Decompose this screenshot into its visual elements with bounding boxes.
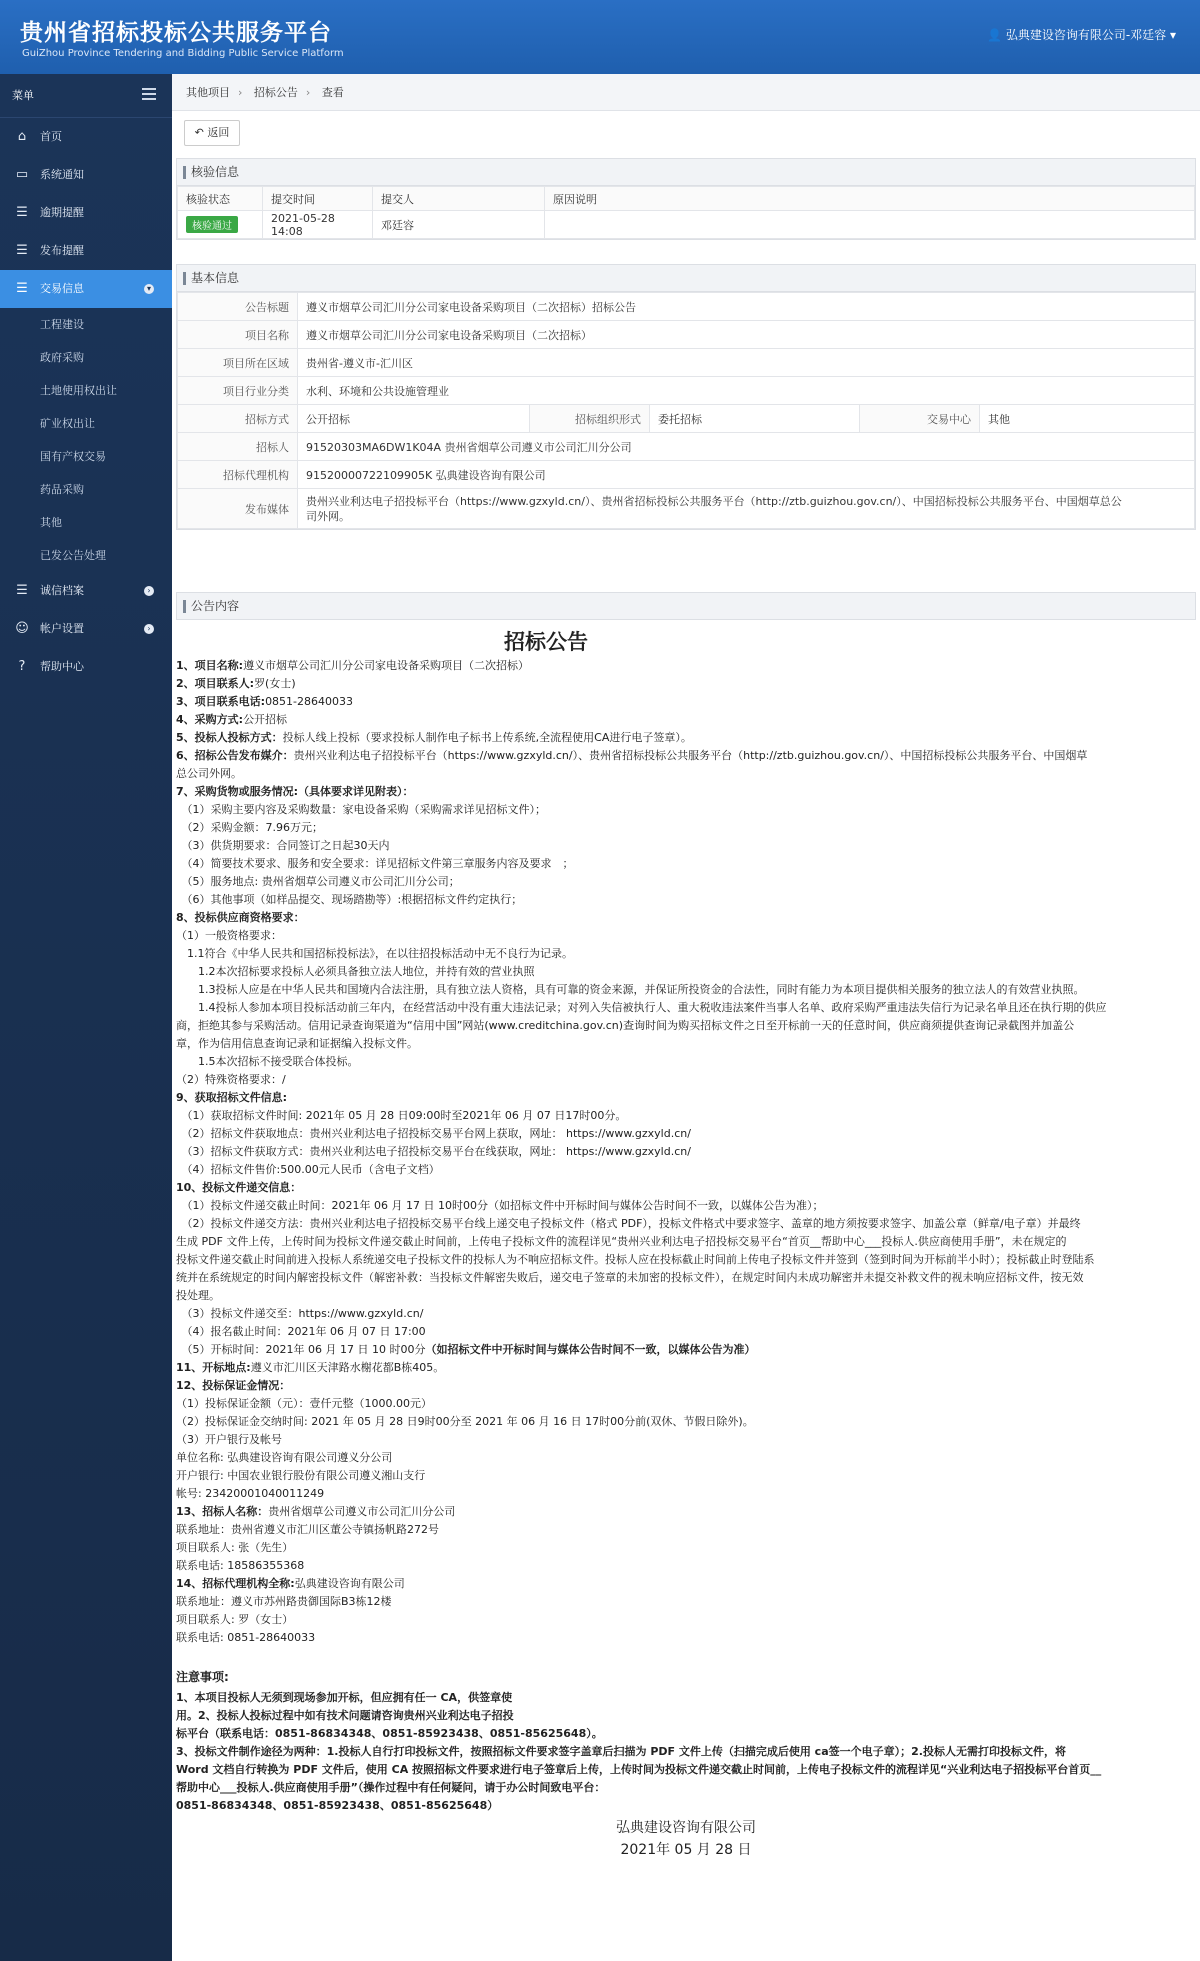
line-label: （如招标文件中开标时间与媒体公告时间不一致，以媒体公告为准） [425,1343,756,1356]
home-icon: ⌂ [17,129,27,144]
line-text: （3）投标文件递交至：https://www.gzxyld.cn/ [176,1307,424,1320]
line-label: 9、获取招标文件信息: [176,1091,288,1104]
announcement-line [176,891,1196,909]
line-text: 贵州兴业利达电子招投标平台（https://www.gzxyld.cn/）、贵州省招标投标公共服务平台（http://ztb.guizhou.gov.cn/）、中国招标投标公共服务平台、中国烟草 [293,749,1088,762]
site-title: 贵州省招标投标公共服务平台 [20,19,332,46]
line-text: 项目联系人: 罗（女士） [176,1613,294,1626]
announcement-line [176,1359,1196,1377]
announcement-body [176,619,1196,1861]
back-icon: ↶ [194,126,208,139]
line-text: 贵州省烟草公司遵义市公司汇川分公司 [268,1505,456,1518]
announcement-line [176,909,1196,927]
line-text: （1）获取招标文件时间: 2021年 05 月 28 日09:00时至2021年 06 月 07 日17时00分。 [176,1109,627,1122]
announcement-line [176,1503,1196,1521]
line-text: （2）招标文件获取地点：贵州兴业利达电子招投标交易平台网上获取，网址： https://www.gzxyld.cn/ [176,1127,691,1140]
field-value: 贵州省-遵义市-汇川区 [298,349,1195,377]
announcement-line [176,1107,1196,1125]
line-label: 1、项目名称: [176,659,244,672]
announcement-line [176,1323,1196,1341]
line-label: 12、投标保证金情况： [176,1379,291,1392]
line-text: （4）简要技术要求、服务和安全要求：详见招标文件第三章服务内容及要求 ； [176,857,574,870]
col-header: 核验状态 [178,187,263,211]
line-text: 开户银行: 中国农业银行股份有限公司遵义湘山支行 [176,1469,426,1482]
line-label: 10、投标文件递交信息： [176,1181,302,1194]
line-label: 5、投标人投标方式： [176,731,283,744]
line-text: 联系电话: 0851-28640033 [176,1631,316,1644]
line-text: 投标人线上投标（要求投标人制作电子标书上传系统,全流程使用CA进行电子签章）。 [282,731,692,744]
line-label: 14、招标代理机构全称: [176,1577,295,1590]
sidebar-item-label: 帐户设置 [40,622,84,635]
sidebar-subitem[interactable]: 工程建设 [40,318,84,331]
line-text: 联系电话: 18586355368 [176,1559,305,1572]
menu-header [0,74,172,118]
announcement-line [176,1233,1196,1251]
field-label: 招标人 [178,433,298,461]
line-label: 4、采购方式: [176,713,244,726]
sidebar-subitem[interactable]: 国有产权交易 [40,450,106,463]
announcement-line [176,801,1196,819]
panel-title: 核验信息 [177,159,1195,186]
field-label: 招标代理机构 [178,461,298,489]
announcement-line [176,819,1196,837]
user-icon: ☺ [15,621,29,636]
announcement-line [176,1557,1196,1575]
announcement-line [176,1215,1196,1233]
list-icon: ☰ [16,205,28,220]
main-area [172,74,1200,1961]
line-text: 1.4投标人参加本项目投标活动前三年内，在经营活动中没有重大违法记录；对列入失信被执行人、重大税收违法案件当事人名单、政府采购严重违法失信行为记录名单且还在执行期的供应 [176,1001,1107,1014]
field-label: 项目所在区域 [178,349,298,377]
announcement-line [176,1287,1196,1305]
line-text: 弘典建设咨询有限公司 [294,1577,405,1590]
announcement-line [176,729,1196,747]
line-text: 商，拒绝其参与采购活动。信用记录查询渠道为“信用中国”网站(www.creditchina.gov.cn)查询时间为购买招标文件之日至开标前一天的任意时间，供应商须提供查询记录截图并加盖公 [176,1019,1075,1032]
announcement-heading: 招标公告 [504,630,588,654]
line-text: 1.2本次招标要求投标人必须具备独立法人地位，并持有效的营业执照 [176,965,535,978]
announcement-line [176,1431,1196,1449]
announcement-line [176,765,1196,783]
sidebar-item[interactable] [0,572,172,610]
check-info-panel [176,158,1196,240]
announcement-line [176,1377,1196,1395]
line-text: （1）一般资格要求： [176,929,282,942]
breadcrumb-item[interactable]: 招标公告 [253,86,298,99]
field-value: 水利、环境和公共设施管理业 [298,377,1195,405]
line-text: 1.1符合《中华人民共和国招标投标法》，在以往招投标活动中无不良行为记录。 [176,947,573,960]
announcement-line [176,1269,1196,1287]
sidebar-subitem[interactable]: 已发公告处理 [40,549,106,562]
announcement-line [176,1395,1196,1413]
announcement-line [176,1179,1196,1197]
announcement-line [176,1449,1196,1467]
sidebar-item-label: 交易信息 [40,282,84,295]
sidebar-item[interactable] [0,156,172,194]
col-header: 原因说明 [545,187,1195,211]
line-text: （5）开标时间：2021年 06 月 17 日 10 时00分 [176,1343,426,1356]
announcement-line [176,1539,1196,1557]
user-menu[interactable] [987,26,1176,43]
back-label: 返回 [207,126,230,139]
field-label: 项目行业分类 [178,377,298,405]
sidebar-subitem[interactable]: 药品采购 [40,483,84,496]
caret-down-icon: ▾ [1166,28,1176,42]
sidebar-item[interactable] [0,610,172,648]
status-badge: 核验通过 [186,216,238,233]
field-label: 交易中心 [860,405,980,433]
sidebar-item[interactable] [0,270,172,308]
line-text: （2）投标保证金交纳时间: 2021 年 05 月 28 日9时00分至 2021 年 06 月 16 日 17时00分前(双休、节假日除外)。 [176,1415,754,1428]
line-text: （1）投标保证金额（元）：壹仟元整（1000.00元） [176,1397,432,1410]
notes-title: 注意事项: [176,1670,229,1684]
line-text: （5）服务地点: 贵州省烟草公司遵义市公司汇川分公司； [176,875,460,888]
sidebar-subitem[interactable]: 政府采购 [40,351,84,364]
line-text: 遵义市汇川区天津路水榭花都B栋405。 [250,1361,445,1374]
line-text: 单位名称: 弘典建设咨询有限公司遵义分公司 [176,1451,393,1464]
announcement-line [176,1593,1196,1611]
field-value: 其他 [980,405,1195,433]
submitter: 邓廷容 [373,211,545,239]
announcement-line [176,963,1196,981]
announcement-line [176,783,1196,801]
note-line: 3、投标文件制作途径为两种：1.投标人自行打印投标文件，按照招标文件要求签字盖章后扫描为 PDF 文件上传（扫描完成后使用 ca签一个电子章）；2.投标人无需打印投标文件，将 [176,1745,1066,1758]
announcement-line [176,1125,1196,1143]
line-label: 7、采购货物或服务情况:（具体要求详见附表）： [176,785,414,798]
line-text: （6）其他事项（如样品提交、现场踏勘等）:根据招标文件约定执行； [176,893,523,906]
announcement-line [176,1017,1196,1035]
announcement-line [176,945,1196,963]
announcement-line [176,1485,1196,1503]
user-icon: 👤 [987,28,1006,42]
announcement-line [176,1071,1196,1089]
note-line: 0851-86834348、0851-85923438、0851-85625648） [176,1799,499,1812]
announcement-line [176,927,1196,945]
line-text: （3）开户银行及帐号 [176,1433,282,1446]
line-text: 联系地址：遵义市苏州路贵御国际B3栋12楼 [176,1595,392,1608]
note-line: 用。2、投标人投标过程中如有技术问题请咨询贵州兴业利达电子招投 [176,1709,514,1722]
breadcrumb-item: 查看 [321,86,344,99]
announcement-line [176,657,1196,675]
announcement-line [176,1053,1196,1071]
field-value: 公开招标 [298,405,530,433]
announcement-line [176,1611,1196,1629]
field-label: 公告标题 [178,293,298,321]
line-text: （4）招标文件售价:500.00元人民币（含电子文档） [176,1163,440,1176]
signature-company: 弘典建设咨询有限公司 [616,1820,756,1836]
line-label: 6、招标公告发布媒介： [176,749,294,762]
announcement-line [176,1251,1196,1269]
reason [545,211,1195,239]
sidebar-item-label: 系统通知 [40,168,84,181]
field-label: 招标组织形式 [530,405,650,433]
line-text: 投处理。 [176,1289,220,1302]
chevron-right-icon: › [144,586,154,596]
list-icon: ☰ [16,243,28,258]
announcement-line [176,837,1196,855]
site-subtitle: GuiZhou Province Tendering and Bidding Public Service Platform [22,48,344,59]
line-text: 罗(女士) [254,677,296,690]
line-text: 投标文件递交截止时间前进入投标人系统递交电子投标文件的投标人为不响应招标文件。投标人应在投标截止时间前上传电子投标文件并签到（签到时间为开标前半小时）；投标截止时登陆系 [176,1253,1095,1266]
line-label: 3、项目联系电话: [176,695,266,708]
panel-title: 基本信息 [177,265,1195,292]
line-text: 总公司外网。 [176,767,242,780]
line-text: （2）投标文件递交方法：贵州兴业利达电子招投标交易平台线上递交电子投标文件（格式 PDF），投标文件格式中要求签字、盖章的地方须按要求签字、加盖公章（鲜章/电子章）并最终 [176,1217,1081,1230]
field-label: 发布媒体 [178,489,298,529]
announcement-line [176,1413,1196,1431]
list-icon: ☰ [16,281,28,296]
announcement-line [176,999,1196,1017]
announcement-line [176,711,1196,729]
sidebar-item-label: 逾期提醒 [40,206,84,219]
breadcrumb-item[interactable]: 其他项目 [186,86,230,99]
announcement-line [176,873,1196,891]
field-label: 项目名称 [178,321,298,349]
line-text: 1.5本次招标不接受联合体投标。 [176,1055,359,1068]
line-text: 联系地址：贵州省遵义市汇川区董公寺镇扬帆路272号 [176,1523,439,1536]
user-name: 弘典建设咨询有限公司-邓廷容 [1005,28,1167,42]
help-icon: ? [18,659,26,674]
line-text: 0851-28640033 [265,695,354,708]
line-text: （3）供货期要求：合同签订之日起30天内 [176,839,390,852]
announcement-line [176,981,1196,999]
note-line: 标平台（联系电话：0851-86834348、0851-85923438、0851-85625648）。 [176,1727,603,1740]
announcement-line [176,1035,1196,1053]
line-label: 13、招标人名称： [176,1505,269,1518]
field-value: 委托招标 [650,405,860,433]
announcement-line [176,1521,1196,1539]
sidebar-subitem[interactable]: 矿业权出让 [40,417,95,430]
field-value: 91520303MA6DW1K04A 贵州省烟草公司遵义市公司汇川分公司 [298,433,1195,461]
announcement-line [176,693,1196,711]
media-line: 司外网。 [306,509,350,523]
line-text: （2）特殊资格要求：/ [176,1073,286,1086]
basic-info-panel [176,264,1196,530]
announcement-line [176,1467,1196,1485]
field-value: 遵义市烟草公司汇川分公司家电设备采购项目（二次招标） [298,321,1195,349]
announcement-line [176,1089,1196,1107]
sidebar-subitem[interactable]: 其他 [40,516,62,529]
sidebar-item[interactable] [0,648,172,686]
announcement-line [176,855,1196,873]
announcement-line [176,1143,1196,1161]
announcement-line [176,1305,1196,1323]
announcement-line [176,1197,1196,1215]
chevron-down-icon: ▾ [144,284,154,294]
announcement-line [176,1341,1196,1359]
announcement-line [176,1575,1196,1593]
col-header: 提交时间 [263,187,373,211]
line-text: 生成 PDF 文件上传，上传时间为投标文件递交截止时间前，上传电子投标文件的流程详见“贵州兴业利达电子招投标交易平台“首页__帮助中心___投标人.供应商使用手册”，未在规定的 [176,1235,1067,1248]
sidebar-item-label: 首页 [40,130,62,143]
sidebar-item[interactable] [0,118,172,156]
field-label: 招标方式 [178,405,298,433]
announcement-line [176,747,1196,765]
line-text: 项目联系人: 张（先生） [176,1541,294,1554]
monitor-icon: ▭ [15,167,29,182]
top-header [0,0,1200,74]
note-line: 帮助中心___投标人.供应商使用手册”（操作过程中有任何疑问，请于办公时间致电平台： [176,1781,606,1794]
line-text: 统并在系统规定的时间内解密投标文件（解密补救：当投标文件解密失败后，递交电子签章的未加密的投标文件），在规定时间内未成功解密并未提交补救文件的视未响应招标文件，按无效 [176,1271,1084,1284]
panel-title: 公告内容 [177,593,1195,620]
media-line: 贵州兴业利达电子招投标平台（https://www.gzxyld.cn/）、贵州省招标投标公共服务平台（http://ztb.guizhou.gov.cn/）、中国招标投标公共服务平台、中国烟草总公 [306,494,1122,508]
line-text: 帐号: 23420001040011249 [176,1487,325,1500]
field-value: 91520000722109905K 弘典建设咨询有限公司 [298,461,1195,489]
list-icon: ☰ [16,583,28,598]
content-panel [176,592,1196,620]
announcement-line [176,1629,1196,1647]
line-label: 11、开标地点: [176,1361,251,1374]
sidebar-subitem[interactable]: 土地使用权出让 [40,384,117,397]
breadcrumb: 其他项目 › 招标公告 › 查看 [172,74,1200,111]
line-text: （3）招标文件获取方式：贵州兴业利达电子招投标交易平台在线获取，网址： https://www.gzxyld.cn/ [176,1145,691,1158]
note-line: Word 文档自行转换为 PDF 文件后，使用 CA 按照招标文件要求进行电子签章后上传，上传时间为投标文件递交截止时间前，上传电子投标文件的流程详见“兴业利达电子招投标平台首页__ [176,1763,1102,1776]
submit-time: 2021-05-28 14:08 [263,211,373,239]
sidebar-item-label: 帮助中心 [40,660,84,673]
line-text: 1.3投标人应是在中华人民共和国境内合法注册，具有独立法人资格，具有可靠的资金来源，并保证所投资金的合法性，同时有能力为本项目提供相关服务的独立法人的有效营业执照。 [176,983,1085,996]
field-value: 遵义市烟草公司汇川分公司家电设备采购项目（二次招标）招标公告 [298,293,1195,321]
back-button[interactable] [184,120,240,146]
sidebar-item[interactable] [0,232,172,270]
menu-label: 菜单 [12,89,34,102]
sidebar-item[interactable] [0,194,172,232]
line-label: 8、投标供应商资格要求： [176,911,305,924]
col-header: 提交人 [373,187,545,211]
hamburger-icon[interactable] [142,88,156,100]
line-text: 章，作为信用信息查询记录和证据编入投标文件。 [176,1037,418,1050]
line-text: （2）采购金额：7.96万元； [176,821,323,834]
signature-date: 2021年 05 月 28 日 [620,1842,752,1858]
line-text: 遵义市烟草公司汇川分公司家电设备采购项目（二次招标） [243,659,530,672]
line-label: 2、项目联系人: [176,677,255,690]
line-text: 公开招标 [243,713,288,726]
sidebar-item-label: 诚信档案 [40,584,84,597]
sidebar-item-label: 发布提醒 [40,244,84,257]
field-value [298,489,1195,529]
line-text: （1）采购主要内容及采购数量：家电设备采购（采购需求详见招标文件）； [176,803,546,816]
announcement-line [176,675,1196,693]
chevron-right-icon: › [144,624,154,634]
line-text: （4）报名截止时间：2021年 06 月 07 日 17:00 [176,1325,426,1338]
line-text: （1）投标文件递交截止时间：2021年 06 月 17 日 10时00分（如招标文件中开标时间与媒体公告时间不一致，以媒体公告为准）； [176,1199,824,1212]
sidebar [0,74,172,1961]
note-line: 1、本项目投标人无须到现场参加开标，但应拥有任一 CA，供签章使 [176,1691,513,1704]
announcement-line [176,1161,1196,1179]
